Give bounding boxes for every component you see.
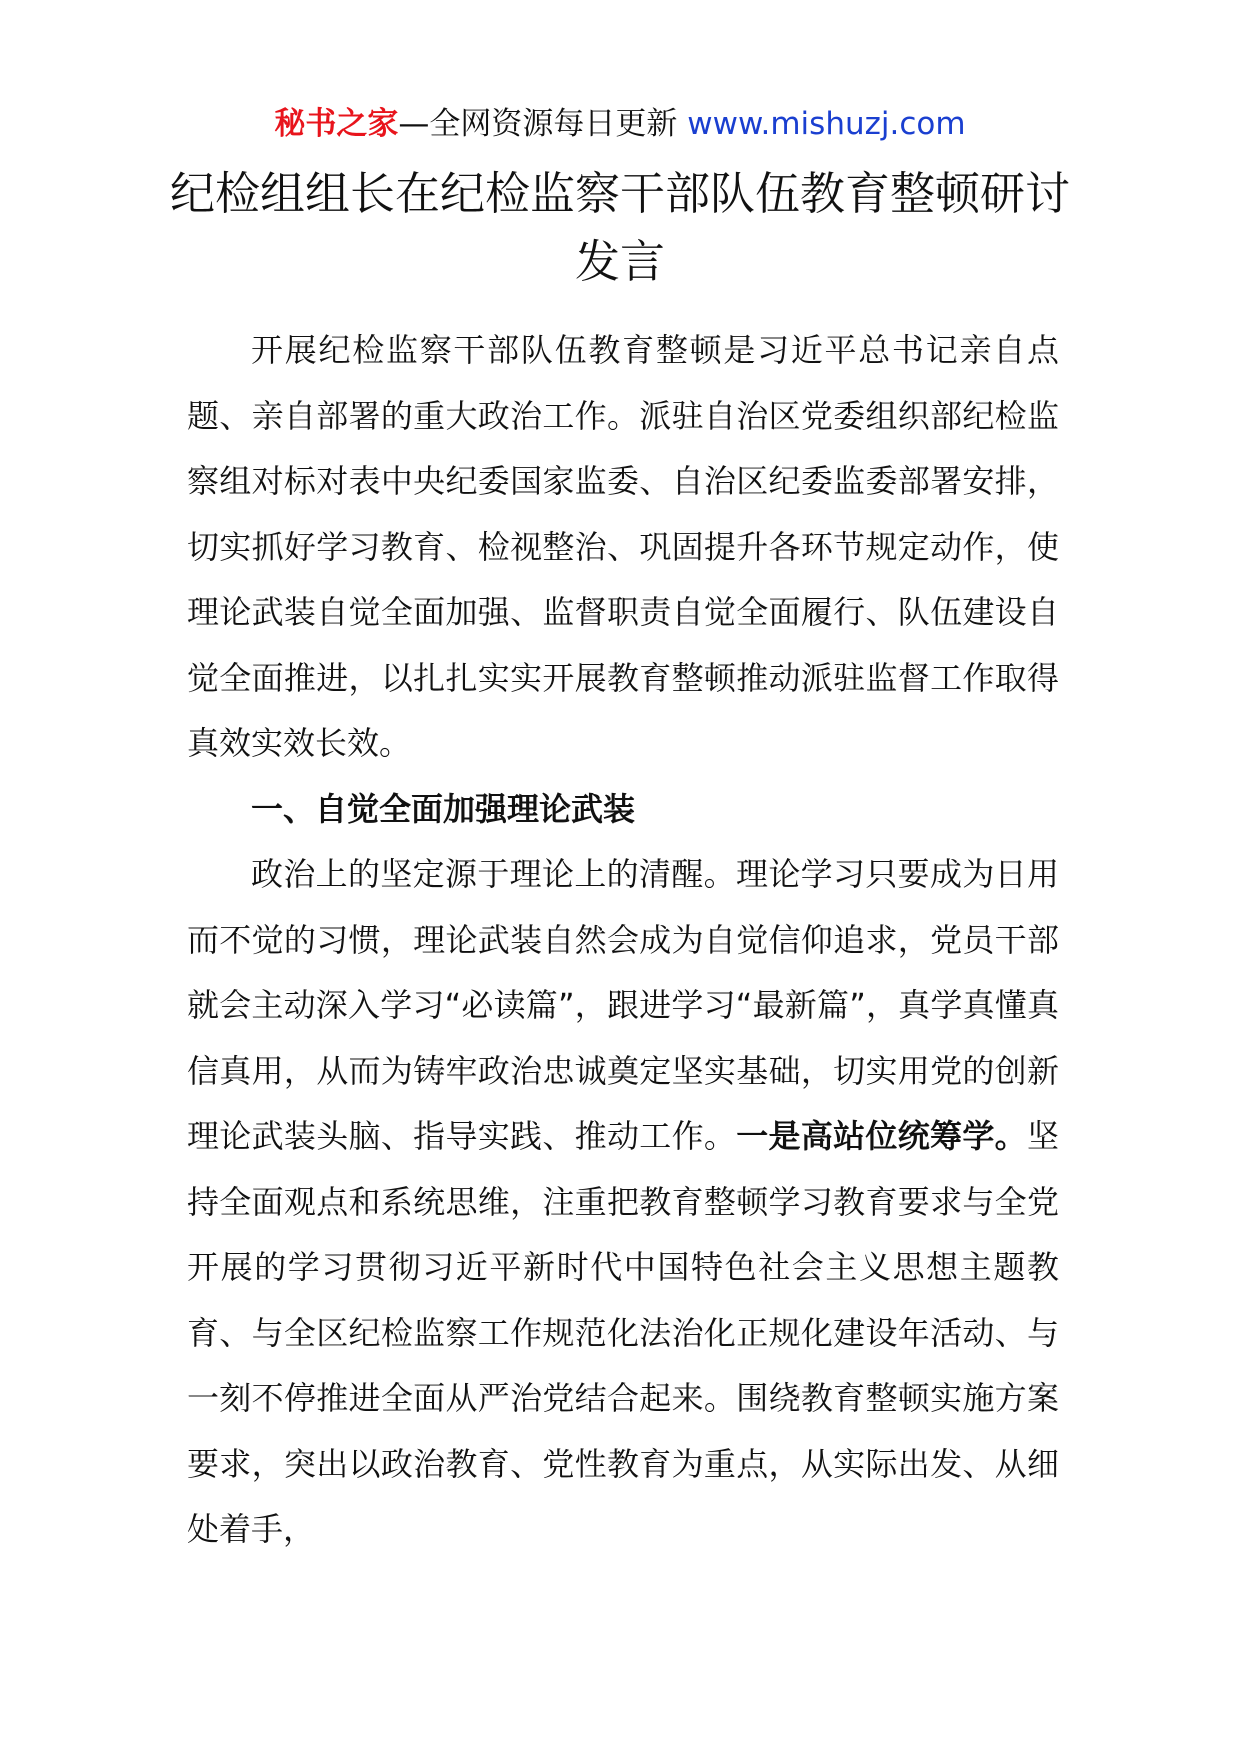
- document-body: [187, 318, 1059, 1563]
- brand-name: 秘书之家: [274, 106, 399, 142]
- section-1-text-part2: 坚持全面观点和系统思维，注重把教育整顿学习教育要求与全党开展的学习贯彻习近平新时代中国特色社会主义思想主题教育、与全区纪检监察工作规范化法治化正规化建设年活动、与一刻不停推进全面从严治党结合起来。围绕教育整顿实施方案要求，突出以政治教育、党性教育为重点，从实际出发、从细处着手，: [187, 1117, 1059, 1548]
- section-1-text-part1: 政治上的坚定源于理论上的清醒。理论学习只要成为日用而不觉的习惯，理论武装自然会成为自觉信仰追求，党员干部就会主动深入学习“必读篇”，跟进学习“最新篇”，真学真懂真信真用，从而为铸牢政治忠诚奠定坚实基础，切实用党的创新理论武装头脑、指导实践、推动工作。: [187, 855, 1059, 1155]
- header-tagline: —全网资源每日更新: [398, 106, 678, 142]
- section-1-bold-lead: 一是高站位统筹学。: [736, 1117, 1027, 1155]
- section-heading-1: 一、自觉全面加强理论武装: [251, 789, 636, 828]
- intro-paragraph: 开展纪检监察干部队伍教育整顿是习近平总书记亲自点题、亲自部署的重大政治工作。派驻自治区党委组织部纪检监察组对标对表中央纪委国家监委、自治区纪委监委部署安排，切实抓好学习教育、检视整治、巩固提升各环节规定动作，使理论武装自觉全面加强、监督职责自觉全面履行、队伍建设自觉全面推进，以扎扎实实开展教育整顿推动派驻监督工作取得真效实效长效。: [187, 331, 1059, 762]
- site-header: [0, 102, 1240, 146]
- document-title: 纪检组组长在纪检监察干部队伍教育整顿研讨发言: [169, 167, 1070, 288]
- section-1-paragraph: [187, 842, 1059, 1563]
- site-url-link[interactable]: www.mishuzj.com: [687, 106, 966, 142]
